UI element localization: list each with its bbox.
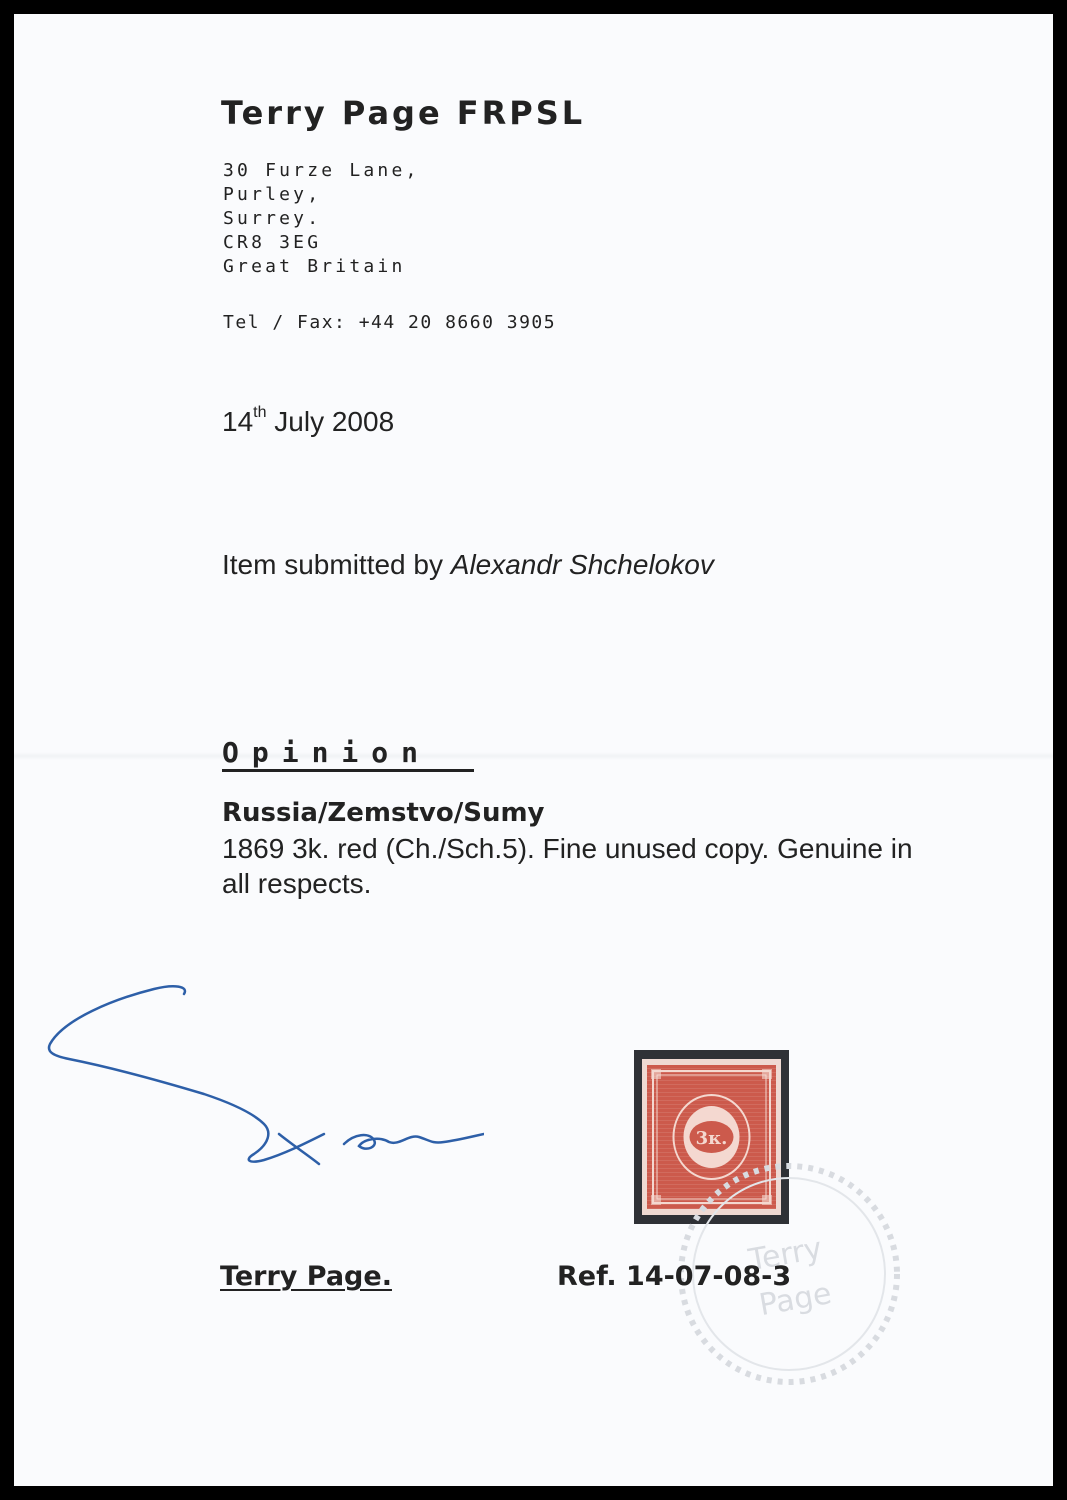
address-block bbox=[223, 159, 420, 279]
letterhead bbox=[221, 94, 585, 132]
item-description: 1869 3k. red (Ch./Sch.5). Fine unused copy. Genuine in all respects. bbox=[222, 833, 913, 899]
certificate-date bbox=[222, 406, 394, 438]
address-line: Great Britain bbox=[223, 256, 406, 277]
submitter-name: Alexandr Shchelokov bbox=[450, 549, 714, 580]
date-day: 14 bbox=[222, 406, 254, 437]
address-line: Surrey. bbox=[223, 208, 322, 229]
submission-line bbox=[222, 549, 714, 581]
reference-number: Ref. 14-07-08-3 bbox=[557, 1261, 792, 1292]
seal-line-2: Page bbox=[756, 1276, 835, 1324]
address-line: Purley, bbox=[223, 184, 322, 205]
submission-prefix: Item submitted by bbox=[222, 549, 451, 580]
address-line: 30 Furze Lane, bbox=[223, 160, 420, 181]
signatory-name: Terry Page. bbox=[220, 1261, 392, 1292]
date-rest: July 2008 bbox=[266, 406, 395, 437]
opinion-heading: Opinion bbox=[222, 736, 432, 769]
seal-line-1: Terry bbox=[746, 1231, 825, 1279]
item-title: Russia/Zemstvo/Sumy bbox=[222, 798, 545, 828]
tel-fax: Tel / Fax: +44 20 8660 3905 bbox=[223, 312, 557, 333]
date-suffix: th bbox=[253, 404, 267, 421]
opinion-underline bbox=[222, 769, 474, 772]
certificate-sheet bbox=[14, 14, 1053, 1486]
signature bbox=[44, 974, 484, 1184]
stamp-value: 3к. bbox=[695, 1128, 728, 1149]
address-line: CR8 3EG bbox=[223, 232, 322, 253]
expert-name: Terry Page FRPSL bbox=[221, 94, 586, 132]
